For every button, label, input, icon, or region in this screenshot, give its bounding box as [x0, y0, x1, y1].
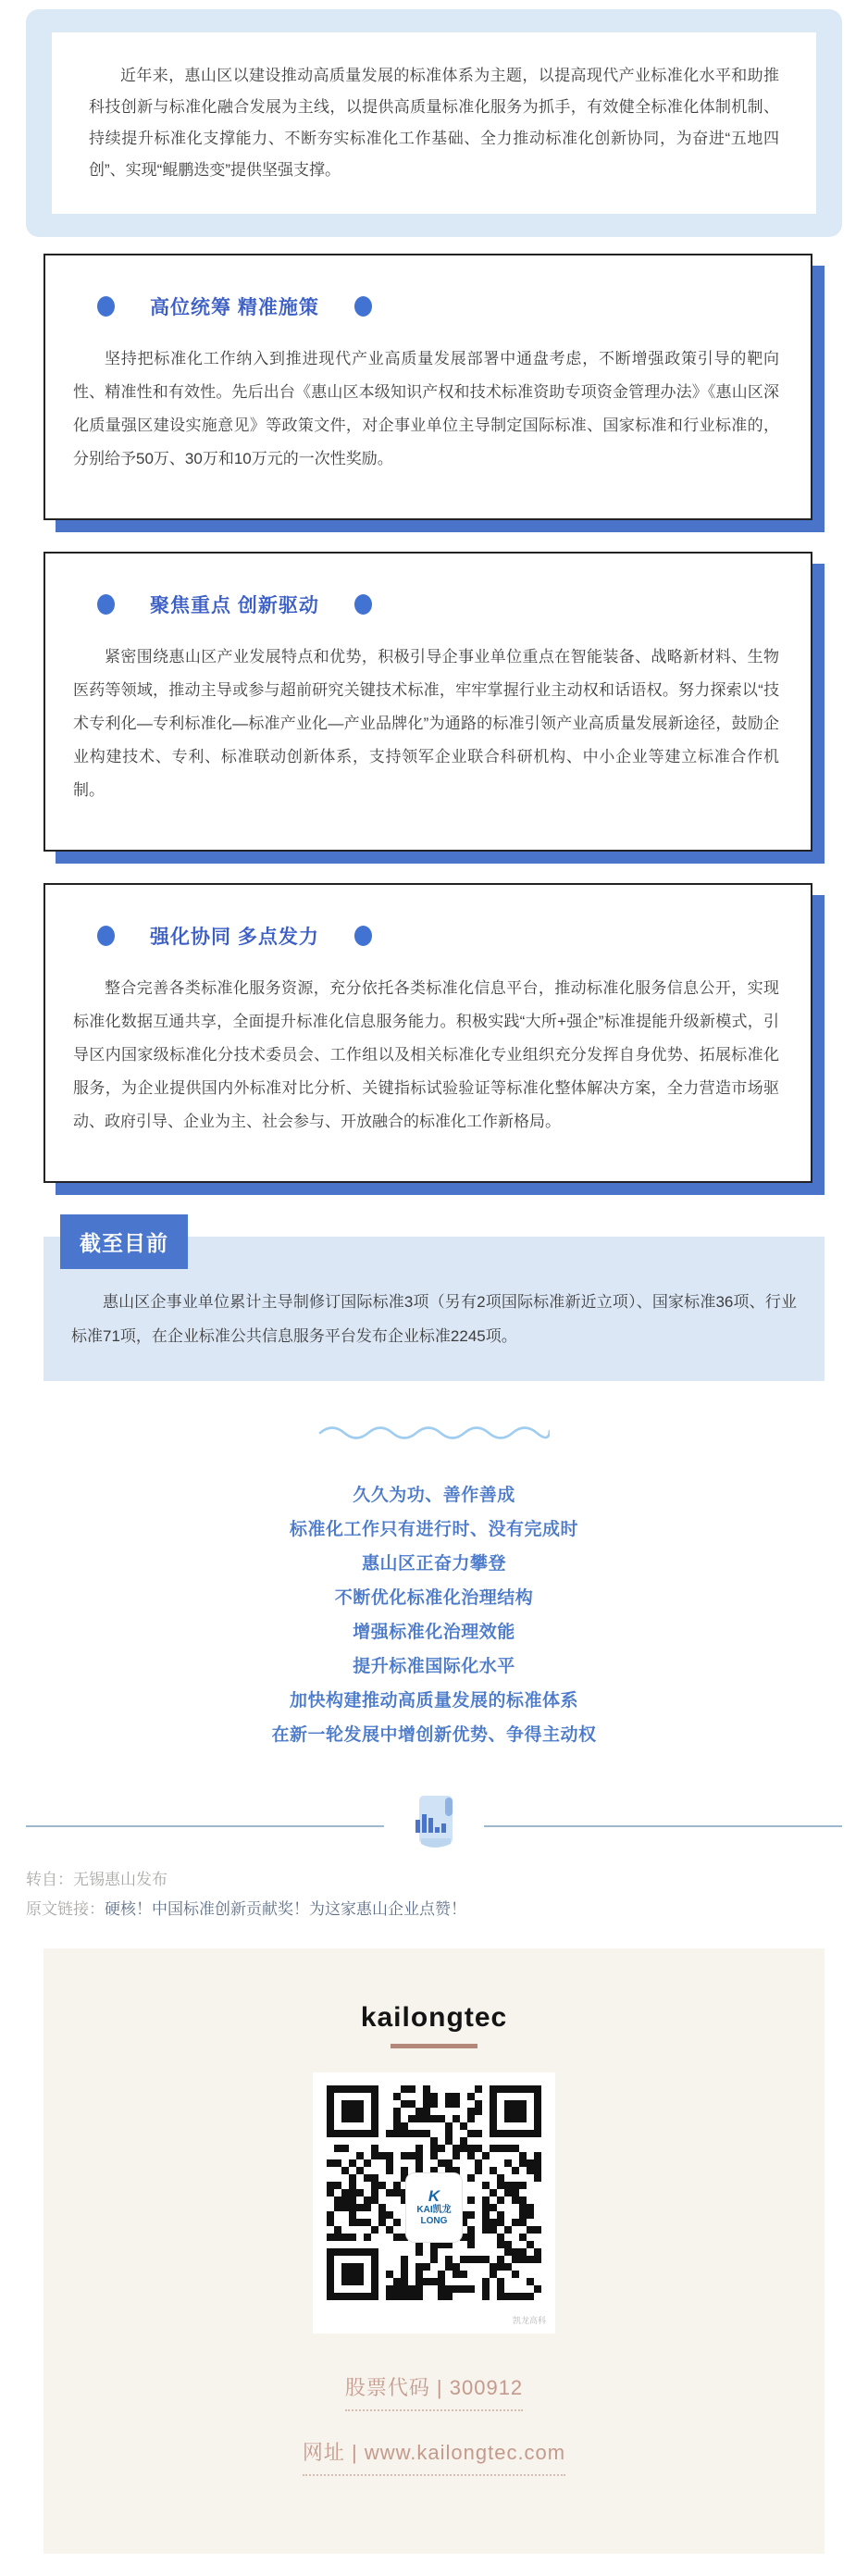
slogan-line: 在新一轮发展中增创新优势、争得主动权 [271, 1725, 597, 1745]
bullet-dot-icon [354, 594, 372, 615]
intro-inner-panel [52, 32, 816, 214]
bullet-dot-icon [97, 926, 115, 946]
end-divider [26, 1800, 842, 1852]
kailong-k-icon: K [428, 2187, 440, 2205]
original-link-line [26, 1895, 842, 1924]
stock-code: 股票代码 | 300912 [345, 2372, 523, 2411]
qr-code-panel [313, 2072, 555, 2333]
slogan-line: 提升标准国际化水平 [353, 1657, 515, 1676]
slogan-line: 增强标准化治理效能 [353, 1623, 515, 1642]
feature-card-2 [43, 552, 812, 852]
feature-card-1 [43, 254, 812, 520]
slogan-line: 久久为功、善作善成 [353, 1486, 515, 1505]
intro-paragraph: 近年来，惠山区以建设推动高质量发展的标准体系为主题，以提高现代产业标准化水平和助推科技创新与标准化融合发展为主线，以提供高质量标准化服务为抓手，有效健全标准化体制机制、持续提升标准化支撑能力、不断夯实标准化工作基础、全力推动标准化创新协同，为奋进“五地四创”、实现“鲲鹏迭变”提供坚强支撑。 [89, 67, 779, 179]
slogan-line: 加快构建推动高质量发展的标准体系 [289, 1691, 578, 1711]
slogan-line: 惠山区正奋力攀登 [361, 1554, 506, 1574]
card-1-body: 坚持把标准化工作纳入到推进现代产业高质量发展部署中通盘考虑，不断增强政策引导的靶向性、精准性和有效性。先后出台《惠山区本级知识产权和技术标准资助专项资金管理办法》《惠山区深化质量强区建设实施意见》等政策文件，对企事业单位主导制定国际标准、国家标准和行业标准的，分别给予50万、30万和10万元的一次性奖励。 [73, 350, 779, 467]
intro-panel [26, 9, 842, 237]
bullet-dot-icon [354, 926, 372, 946]
kailong-logo [405, 2172, 463, 2243]
bullet-dot-icon [354, 296, 372, 317]
kailong-logo-text-1: KAI凯龙 [416, 2205, 452, 2215]
slogan-block [0, 1478, 868, 1752]
wave-icon [318, 1420, 550, 1442]
feature-card-3 [43, 883, 812, 1183]
card-3-body: 整合完善各类标准化服务资源，充分依托各类标准化信息平台，推动标准化服务信息公开，实现标准化数据互通共享，全面提升标准化信息服务能力。积极实践“大所+强企”标准提能升级新模式，引导区内国家级标准化分技术委员会、工作组以及相关标准化专业组织充分发挥自身优势、拓展标准化服务，为企业提供国内外标准对比分析、关键指标试验验证等标准化整体解决方案，全力营造市场驱动、政府引导、企业为主、社会参与、开放融合的标准化工作新格局。 [73, 979, 779, 1130]
source-block [26, 1865, 842, 1924]
original-article-link[interactable]: 硬核！中国标准创新贡献奖！为这家惠山企业点赞！ [105, 1900, 466, 1918]
website-line [43, 2437, 825, 2476]
footer-brand-card [43, 1948, 825, 2554]
original-link-label: 原文链接： [26, 1900, 105, 1918]
card-2-title: 聚焦重点 创新驱动 [150, 595, 319, 616]
card-3-title: 强化协同 多点发力 [150, 927, 319, 948]
stats-section [43, 1214, 825, 1381]
repost-source: 转自：无锡惠山发布 [26, 1871, 167, 1888]
stats-paragraph: 惠山区企事业单位累计主导制修订国际标准3项（另有2项国际标准新近立项）、国家标准36项、行业标准71项，在企业标准公共信息服务平台发布企业标准2245项。 [71, 1293, 797, 1345]
slogan-line: 标准化工作只有进行时、没有完成时 [289, 1520, 578, 1539]
brand-name: kailongtec [360, 2002, 508, 2033]
card-2-title-row [97, 591, 779, 618]
kailong-logo-text-2: LONG [420, 2216, 448, 2226]
slogan-line: 不断优化标准化治理结构 [334, 1588, 534, 1608]
report-scroll-icon [408, 1794, 460, 1856]
stock-code-line [43, 2372, 825, 2411]
bullet-dot-icon [97, 296, 115, 317]
qr-caption: 凯龙高科 [512, 2316, 546, 2325]
stats-badge: 截至目前 [60, 1214, 188, 1269]
card-3-title-row [97, 922, 779, 950]
wave-decoration [0, 1420, 868, 1447]
brand-underline [391, 2044, 477, 2048]
card-1-title: 高位统筹 精准施策 [150, 297, 319, 318]
website-url[interactable]: 网址 | www.kailongtec.com [303, 2437, 565, 2476]
card-2-body: 紧密围绕惠山区产业发展特点和优势，积极引导企事业单位重点在智能装备、战略新材料、生物医药等领域，推动主导或参与超前研究关键技术标准，牢牢掌握行业主动权和话语权。努力探索以“技术专利化—专利标准化—标准产业化—产业品牌化”为通路的标准引领产业高质量发展新途径，鼓励企业构建技术、专利、标准联动创新体系，支持领军企业联合科研机构、中小企业等建立标准合作机制。 [73, 648, 779, 799]
bullet-dot-icon [97, 594, 115, 615]
card-1-title-row [97, 292, 779, 320]
